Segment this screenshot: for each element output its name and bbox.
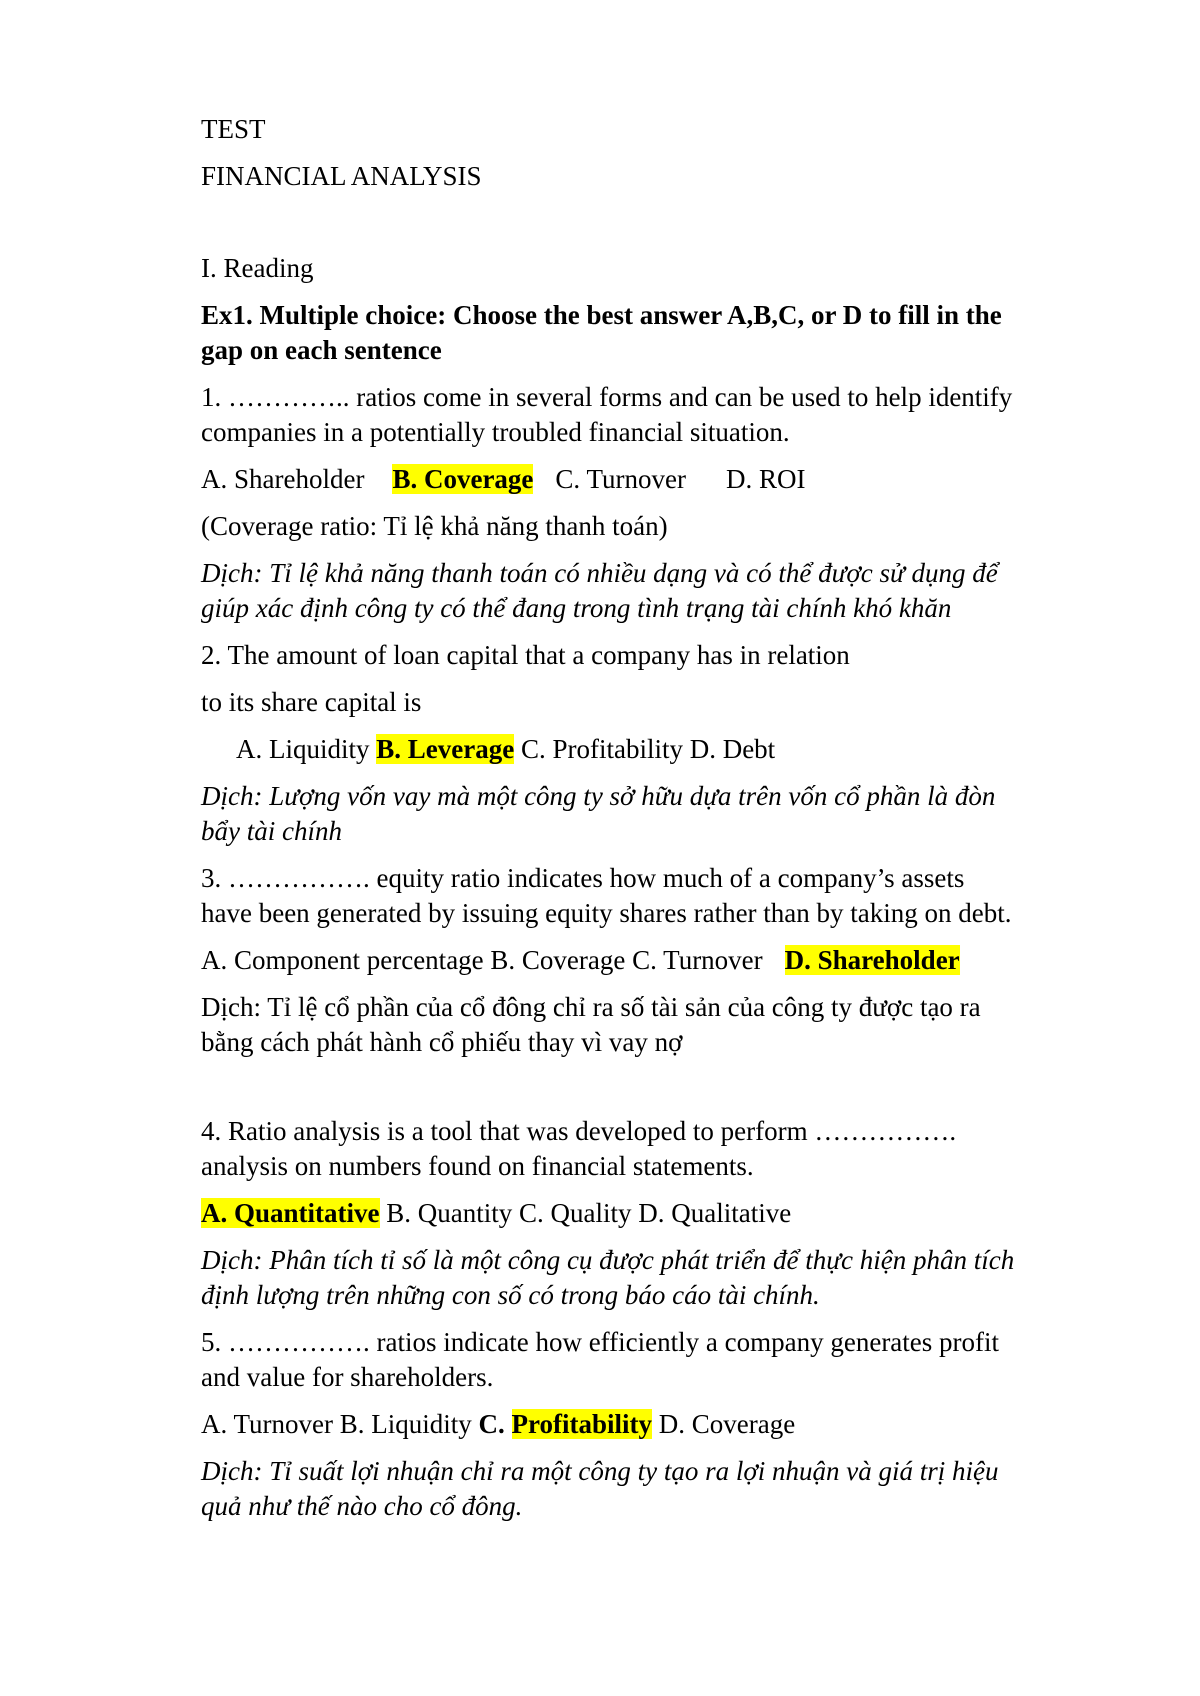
question-4-options: [201, 1196, 1131, 1231]
question-5-translation: [201, 1454, 1131, 1524]
question-5-line-1: 5. ……………. ratios indicate how efficiently a company generates profit: [201, 1327, 1000, 1357]
option-c: C. Turnover: [555, 464, 686, 494]
translation-line-2: giúp xác định công ty có thể đang trong tình trạng tài chính khó khăn: [201, 593, 952, 623]
option-b: B. Liquidity: [339, 1409, 472, 1439]
section-heading: I. Reading: [201, 253, 314, 283]
option-d: D. Qualitative: [638, 1198, 792, 1228]
exercise-title-line-1: Ex1. Multiple choice: Choose the best answer A,B,C, or D to fill in the: [201, 300, 1002, 330]
question-1: [201, 380, 1131, 450]
question-4-translation: [201, 1243, 1131, 1313]
question-3-line-2: have been generated by issuing equity shares rather than by taking on debt.: [201, 898, 1012, 928]
doc-title: TEST: [201, 114, 266, 144]
question-5-line-2: and value for shareholders.: [201, 1362, 494, 1392]
option-a: A. Shareholder: [201, 464, 365, 494]
translation-line-1: Dịch: Tỉ lệ cổ phần của cổ đông chỉ ra số tài sản của công ty được tạo ra: [201, 992, 981, 1022]
question-3-line-1: 3. ……………. equity ratio indicates how much of a company’s assets: [201, 863, 965, 893]
option-d-answer: D. Shareholder: [784, 945, 960, 975]
doc-subtitle: FINANCIAL ANALYSIS: [201, 161, 482, 191]
translation-line-2: quả như thế nào cho cổ đông.: [201, 1491, 523, 1521]
question-1-line-1: 1. ………….. ratios come in several forms and can be used to help identify: [201, 382, 1013, 412]
translation-line-2: bẩy tài chính: [201, 816, 342, 846]
translation-line-2: định lượng trên những con số có trong báo cáo tài chính.: [201, 1280, 820, 1310]
translation-line-2: bằng cách phát hành cổ phiếu thay vì vay nợ: [201, 1027, 683, 1057]
option-c: C. Profitability: [520, 734, 683, 764]
option-d: D. ROI: [725, 464, 806, 494]
question-4: [201, 1114, 1131, 1184]
question-3-translation: [201, 990, 1131, 1060]
translation-line-1: Dịch: Lượng vốn vay mà một công ty sở hữu dựa trên vốn cổ phần là đòn: [201, 781, 996, 811]
question-3: [201, 861, 1131, 931]
option-a: A. Component percentage: [201, 945, 484, 975]
option-b: B. Quantity: [386, 1198, 513, 1228]
option-b: B. Coverage: [490, 945, 626, 975]
exercise-heading: [201, 298, 1131, 368]
translation-line-1: Dịch: Phân tích tỉ số là một công cụ được phát triển để thực hiện phân tích: [201, 1245, 1015, 1275]
option-b-answer: B. Coverage: [392, 464, 534, 494]
option-a: A. Turnover: [201, 1409, 334, 1439]
option-a-answer: A. Quantitative: [201, 1198, 380, 1228]
question-5: [201, 1325, 1131, 1395]
option-b-answer: B. Leverage: [376, 734, 515, 764]
option-a: A. Liquidity: [236, 734, 370, 764]
question-1-options: [201, 462, 1131, 497]
option-d: D. Coverage: [658, 1409, 796, 1439]
option-d: D. Debt: [689, 734, 776, 764]
question-1-line-2: companies in a potentially troubled financial situation.: [201, 417, 790, 447]
question-3-options: [201, 943, 1131, 978]
option-c-answer: Profitability: [511, 1409, 653, 1439]
question-2-options: [201, 732, 1131, 767]
option-c: C. Quality: [519, 1198, 632, 1228]
translation-line-1: Dịch: Tỉ suất lợi nhuận chỉ ra một công ty tạo ra lợi nhuận và giá trị hiệu: [201, 1456, 999, 1486]
question-2-line-2: to its share capital is: [201, 687, 422, 717]
question-1-note: (Coverage ratio: Tỉ lệ khả năng thanh toán): [201, 511, 668, 541]
question-4-line-1: 4. Ratio analysis is a tool that was developed to perform …………….: [201, 1116, 957, 1146]
question-2-line-1: 2. The amount of loan capital that a company has in relation: [201, 640, 850, 670]
exercise-title-line-2: gap on each sentence: [201, 335, 442, 365]
document-page: [201, 112, 1131, 1524]
translation-line-1: Dịch: Tỉ lệ khả năng thanh toán có nhiều dạng và có thể được sử dụng để: [201, 558, 998, 588]
question-1-translation: [201, 556, 1131, 626]
question-4-line-2: analysis on numbers found on financial statements.: [201, 1151, 754, 1181]
question-5-options: [201, 1407, 1131, 1442]
question-2-translation: [201, 779, 1131, 849]
option-c-letter: C.: [478, 1409, 505, 1439]
option-c: C. Turnover: [632, 945, 763, 975]
